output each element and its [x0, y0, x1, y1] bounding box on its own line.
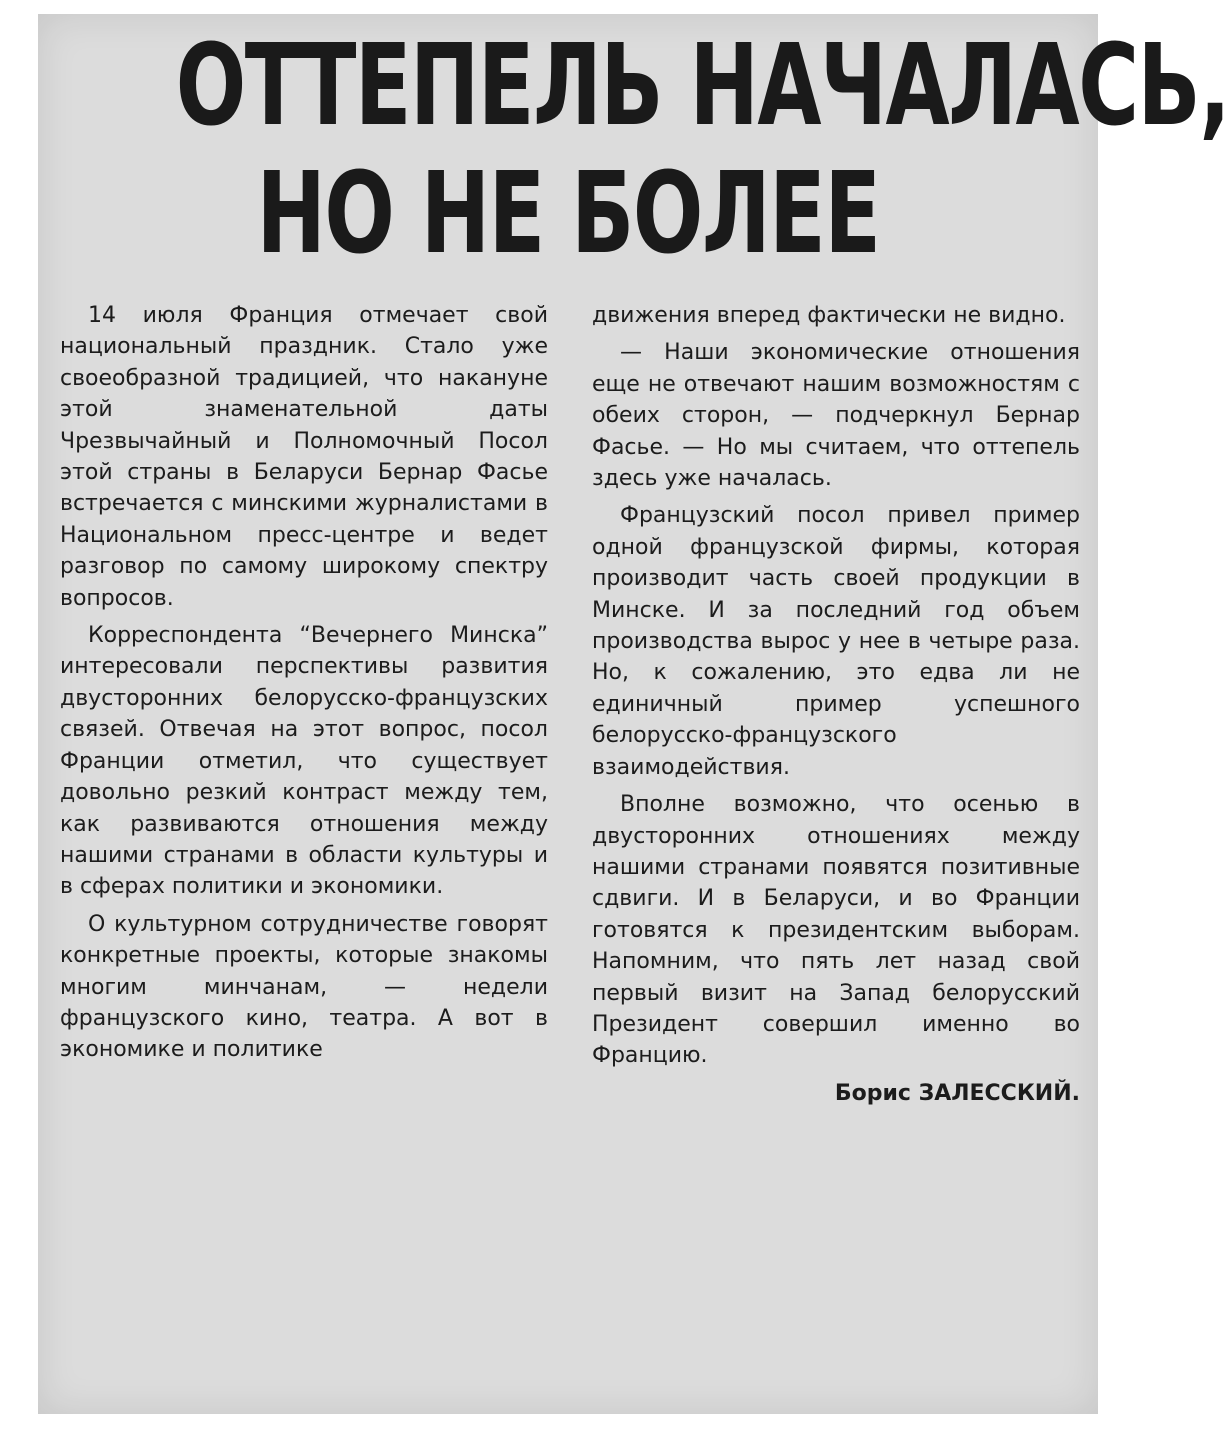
- paragraph: Вполне возможно, что осенью в двусторонних отношениях между нашими странами появятся позитивные сдвиги. И в Беларуси, и во Франции готовятся к президентским выборам. Напомним, что пять лет назад свой первый визит на Запад белорусский Президент совершил именно во Францию.: [592, 792, 1080, 1069]
- paragraph: О культурном сотрудничестве говорят конкретные проекты, которые знакомы многим минчанам, — недели французского кино, театра. А вот в экономике и политике: [60, 911, 548, 1063]
- headline: [38, 21, 1229, 279]
- headline-line-1: ОТТЕПЕЛЬ НАЧАЛАСЬ,: [175, 21, 1229, 151]
- newspaper-clipping: [38, 14, 1229, 1414]
- column-right: [592, 300, 1080, 1410]
- article-body: [60, 300, 1080, 1410]
- paragraph: Французский посол привел пример одной французской фирмы, которая производит часть своей продукции в Минске. И за последний год объем производства вырос у нее в четыре раза. Но, к сожалению, это едва ли не единичный пример успешного белорусско-французского взаимодействия.: [592, 503, 1080, 780]
- headline-line-2: НО НЕ БОЛЕЕ: [256, 149, 880, 279]
- paragraph: — Наши экономические отношения еще не отвечают нашим возможностям с обеих сторон, — подчеркнул Бернар Фасье. — Но мы считаем, что оттепель здесь уже началась.: [592, 340, 1080, 492]
- author-signature: Борис ЗАЛЕССКИЙ.: [834, 1080, 1080, 1106]
- paragraph-continuation: движения вперед фактически не видно.: [592, 303, 1066, 328]
- paragraph: Корреспондента “Вечернего Минска” интересовали перспективы развития двусторонних белорусско-французских связей. Отвечая на этот вопрос, посол Франции отметил, что существует довольно резкий контраст между тем, как развиваются отношения между нашими странами в области культуры и в сферах политики и экономики.: [60, 623, 548, 900]
- column-left: [60, 300, 548, 1410]
- paragraph: 14 июля Франция отмечает свой национальный праздник. Стало уже своеобразной традицией, что накануне этой знаменательной даты Чрезвычайный и Полномочный Посол этой страны в Беларуси Бернар Фасье встречается с минскими журналистами в Национальном пресс-центре и ведет разговор по самому широкому спектру вопросов.: [60, 303, 548, 611]
